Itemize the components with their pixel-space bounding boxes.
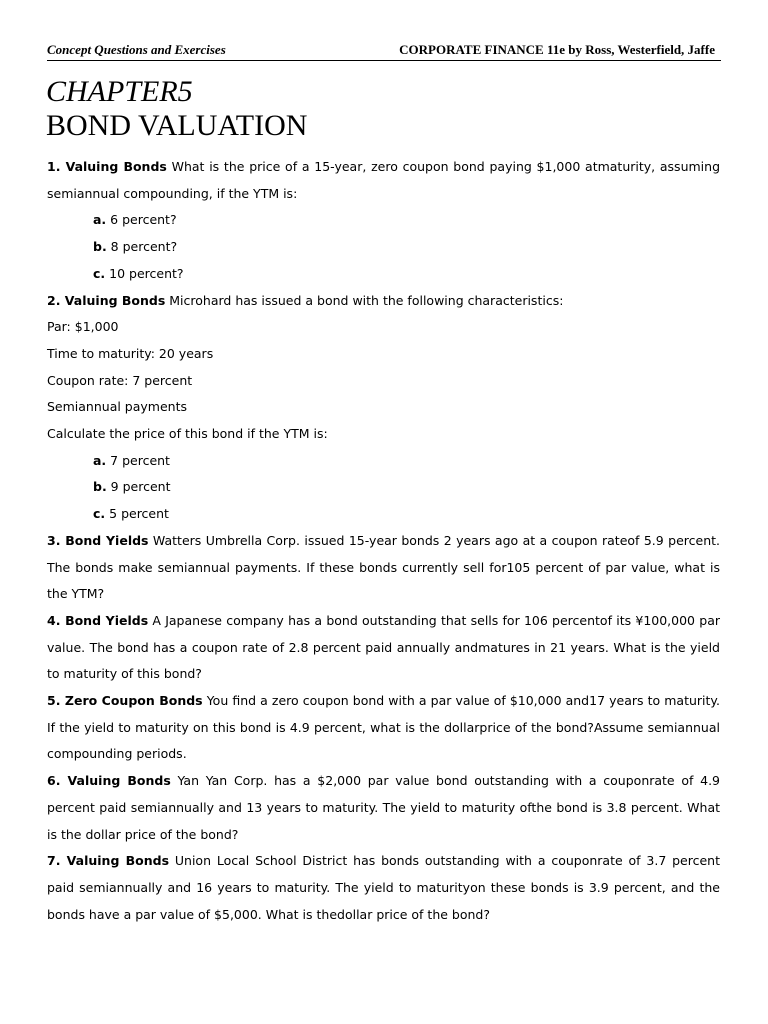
option-text: 5 percent [105,506,169,522]
question-7-text: Union Local School District has bonds outstanding with a couponrate of 3.7 percent paid semiannually and 16 years to maturity. The yield to maturityon these bonds is 3.9 percent, and the bonds have a par value of $5,000. What is thedollar price of the bond? [47,853,720,922]
option-label: a. [93,452,107,468]
question-2-line-payments: Semiannual payments [47,399,188,415]
question-2-line-coupon: Coupon rate: 7 percent [47,372,193,388]
option-label: c. [93,506,106,522]
question-3 [47,528,720,608]
question-6-heading: 6. Valuing Bonds [47,773,171,789]
question-4 [47,608,720,688]
question-2-heading: 2. Valuing Bonds [47,292,166,308]
question-1-heading: 1. Valuing Bonds [47,159,167,174]
option-text: 9 percent [106,479,171,495]
option-text: 10 percent? [105,265,184,281]
question-2 [47,288,720,315]
option-text: 6 percent? [106,212,177,228]
question-1-option-a [47,207,720,234]
question-4-heading: 4. Bond Yields [47,612,149,628]
question-5-heading: 5. Zero Coupon Bonds [47,693,203,709]
option-label: b. [93,239,107,255]
question-1-text: What is the price of a 15-year, zero coupon bond paying $1,000 atmaturity, assuming semiannual compounding, if the YTM is: [47,159,721,201]
question-2-line-prompt: Calculate the price of this bond if the YTM is: [47,426,328,442]
question-2-option-a [47,448,720,475]
question-4-text: A Japanese company has a bond outstanding that sells for 106 percentof its ¥100,000 par value. The bond has a coupon rate of 2.8 percent paid annually andmatures in 21 years. What is the yield to maturity of this bond? [47,612,720,682]
chapter-title: BOND VALUATION [46,109,308,142]
question-2-option-c [47,501,720,528]
option-label: c. [93,265,106,281]
question-6-text: Yan Yan Corp. has a $2,000 par value bond outstanding with a couponrate of 4.9 percent paid semiannually and 13 years to maturity. The yield to maturity ofthe bond is 3.8 percent. What is the dollar price of the bond? [47,773,720,842]
question-7-heading: 7. Valuing Bonds [47,853,170,869]
question-2-text: Microhard has issued a bond with the following characteristics: [165,292,564,308]
option-label: b. [93,479,107,495]
question-1 [47,154,720,207]
chapter-label: CHAPTER5 [46,75,193,108]
question-1-option-c [47,261,720,288]
question-1-option-b [47,234,720,261]
question-5 [47,688,720,768]
question-6 [47,768,720,848]
option-text: 7 percent [106,452,170,468]
question-3-heading: 3. Bond Yields [47,532,149,548]
header-left-text: Concept Questions and Exercises [47,42,226,57]
option-text: 8 percent? [106,239,178,255]
question-2-option-b [47,474,720,501]
option-label: a. [93,212,107,228]
page-header [47,42,721,61]
header-right-text: CORPORATE FINANCE 11e by Ross, Westerfield, Jaffe [399,42,715,57]
question-7 [47,848,720,928]
question-2-line-maturity: Time to maturity: 20 years [47,345,214,361]
questions-body [47,154,720,928]
question-3-text: Watters Umbrella Corp. issued 15-year bonds 2 years ago at a coupon rateof 5.9 percent. The bonds make semiannual payments. If these bonds currently sell for105 percent of par value, what is the YTM? [47,532,720,602]
question-2-line-par: Par: $1,000 [47,319,119,335]
question-5-text: You find a zero coupon bond with a par value of $10,000 and17 years to maturity. If the yield to maturity on this bond is 4.9 percent, what is the dollarprice of the bond?Assume semiannual compounding periods. [47,693,720,762]
